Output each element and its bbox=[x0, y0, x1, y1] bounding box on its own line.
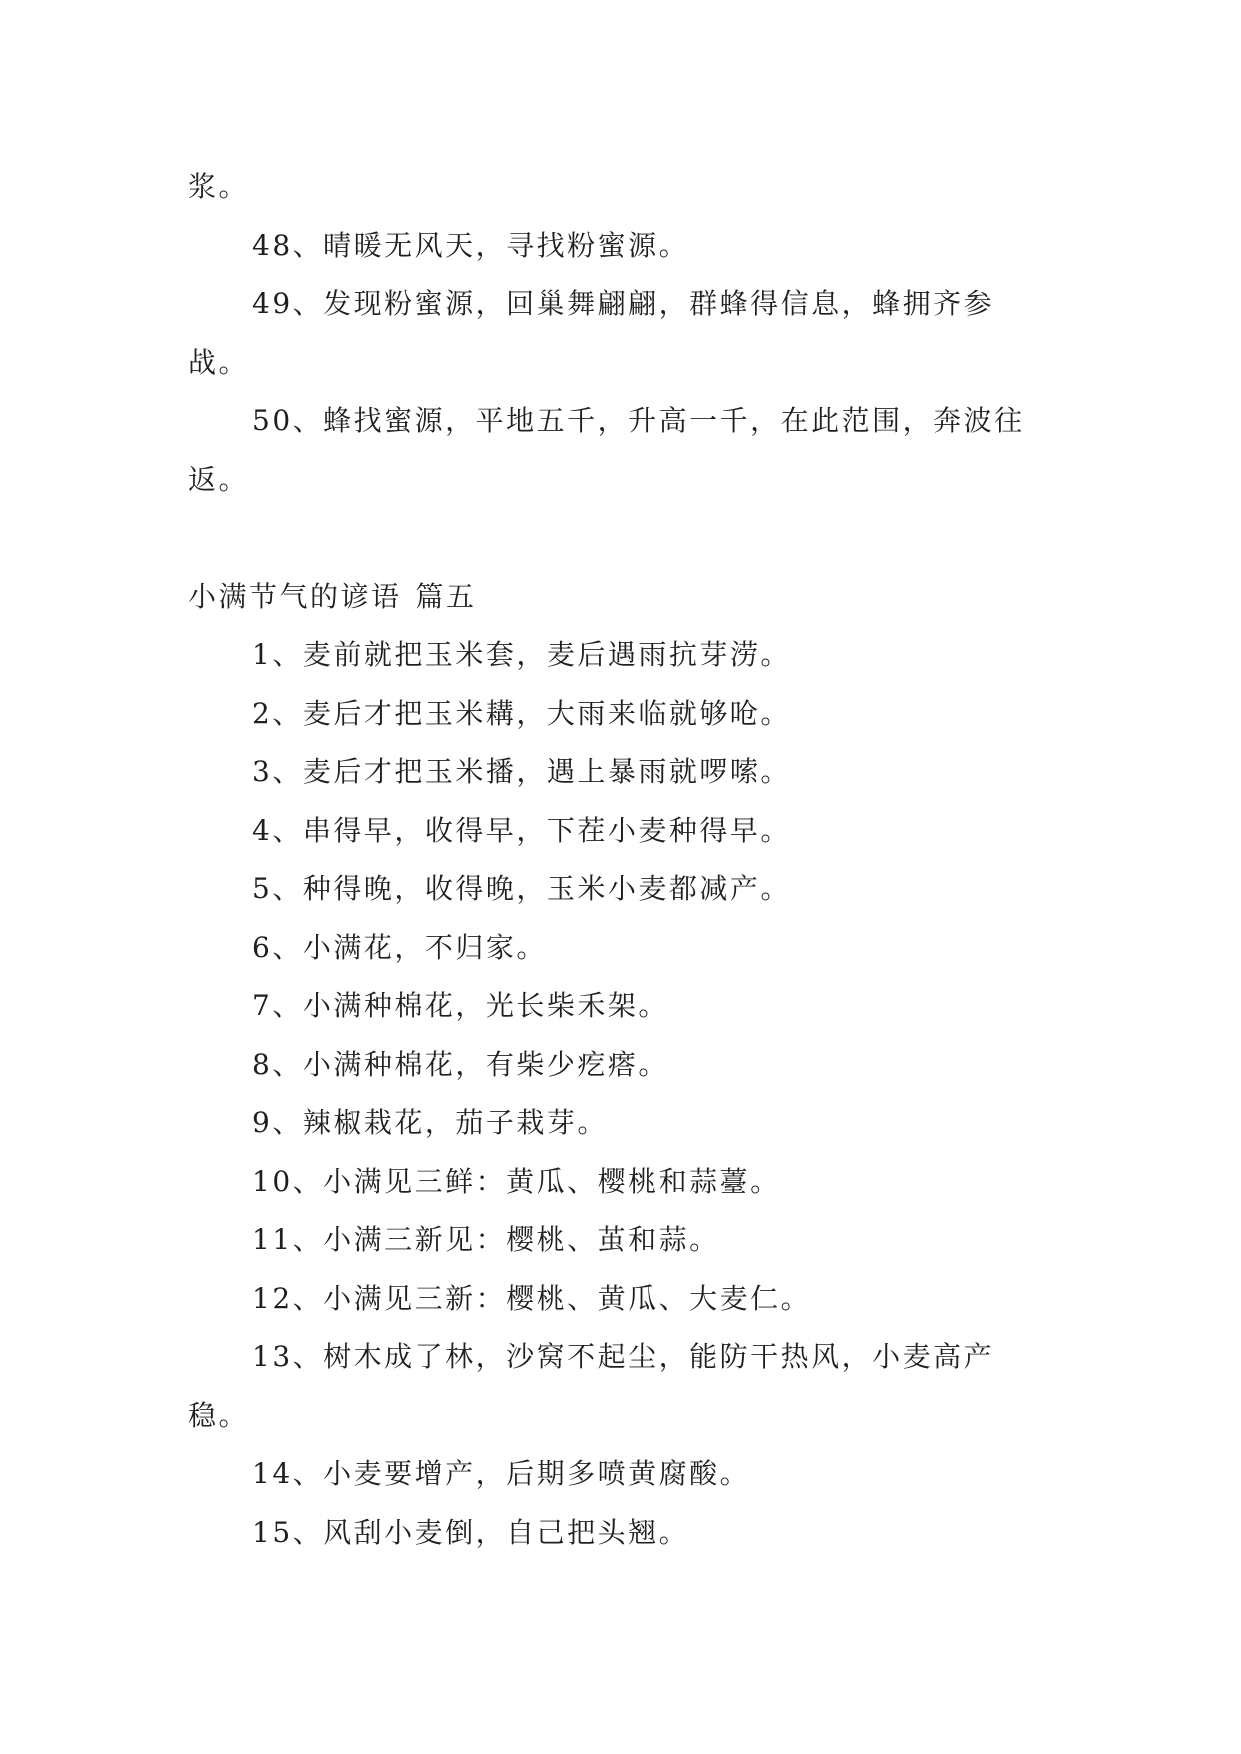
list-item: 2、麦后才把玉米耩，大雨来临就够呛。 bbox=[252, 696, 791, 730]
section-spacer bbox=[188, 509, 1054, 568]
list-item: 10、小满见三鲜：黄瓜、樱桃和蒜薹。 bbox=[252, 1164, 781, 1198]
section-title: 小满节气的谚语 bbox=[188, 579, 402, 613]
list-item: 50、蜂找蜜源，平地五千，升高一千，在此范围，奔波往返。 bbox=[188, 404, 1025, 496]
section-heading bbox=[188, 568, 1054, 627]
document-body bbox=[188, 158, 1054, 1562]
list-item: 49、发现粉蜜源，回巢舞翩翩，群蜂得信息，蜂拥齐参战。 bbox=[188, 287, 995, 379]
list-item: 3、麦后才把玉米播，遇上暴雨就啰嗦。 bbox=[252, 755, 791, 788]
list-item: 12、小满见三新：樱桃、黄瓜、大麦仁。 bbox=[252, 1281, 812, 1315]
section-subtitle: 篇五 bbox=[415, 579, 477, 613]
list-item: 8、小满种棉花，有柴少疙瘩。 bbox=[252, 1047, 669, 1081]
list-item: 4、串得早，收得早，下茬小麦种得早。 bbox=[252, 813, 791, 847]
list-item: 14、小麦要增产，后期多喷黄腐酸。 bbox=[252, 1457, 751, 1490]
list-item: 9、辣椒栽花，茄子栽芽。 bbox=[252, 1106, 608, 1139]
list-item: 13、树木成了林，沙窝不起尘，能防干热风，小麦高产稳。 bbox=[188, 1340, 995, 1432]
list-item: 7、小满种棉花，光长柴禾架。 bbox=[252, 989, 669, 1022]
top-fragment: 浆。 bbox=[188, 170, 250, 203]
list-item: 48、晴暖无风天，寻找粉蜜源。 bbox=[252, 228, 690, 262]
list-item: 6、小满花，不归家。 bbox=[252, 930, 547, 964]
list-item: 5、种得晚，收得晚，玉米小麦都减产。 bbox=[252, 872, 791, 905]
list-item: 15、风刮小麦倒，自己把头翘。 bbox=[252, 1515, 690, 1549]
list-item: 11、小满三新见：樱桃、茧和蒜。 bbox=[252, 1223, 720, 1256]
list-item: 1、麦前就把玉米套，麦后遇雨抗芽涝。 bbox=[252, 638, 791, 671]
